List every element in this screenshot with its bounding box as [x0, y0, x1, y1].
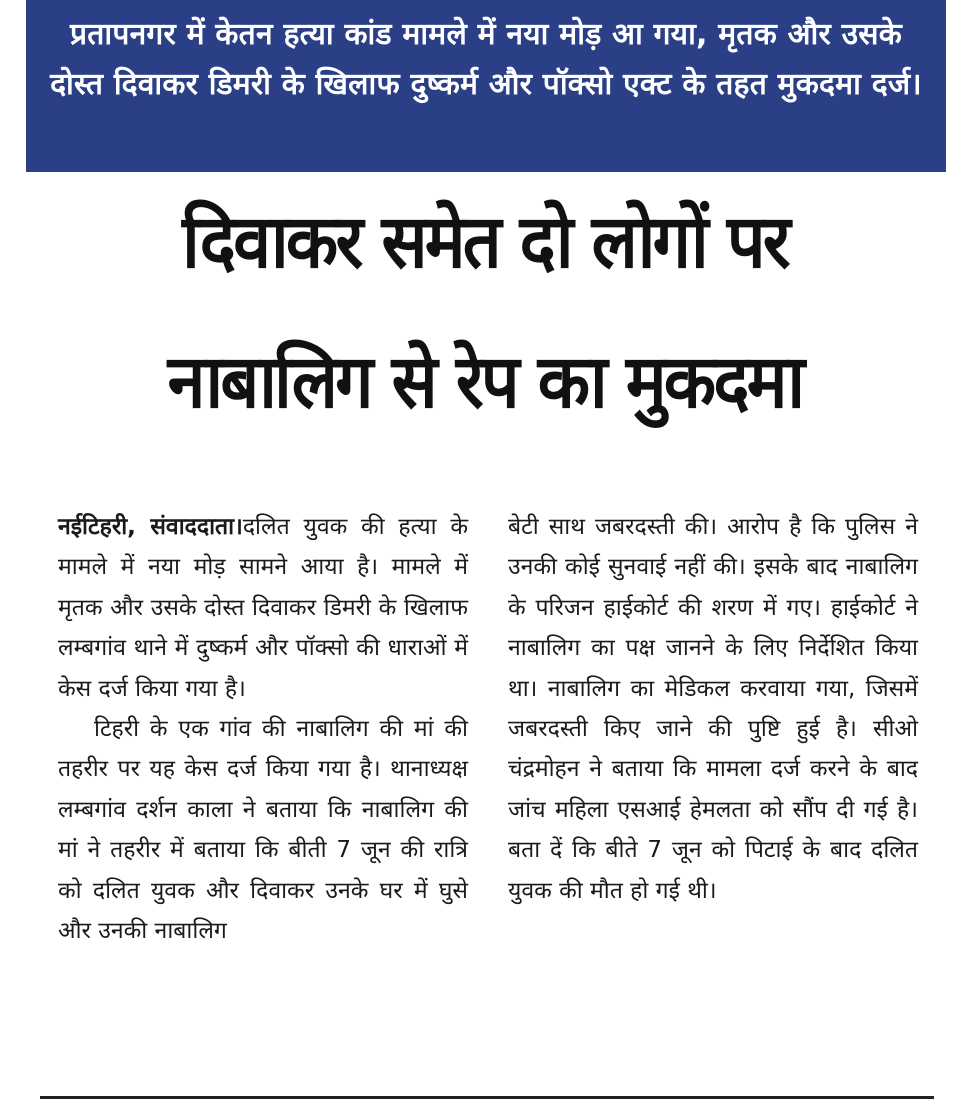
article-paragraph-3: बेटी साथ जबरदस्ती की। आरोप है कि पुलिस ने उनकी कोई सुनवाई नहीं की। इसके बाद नाबालिग के परिजन हाईकोर्ट की शरण में गए। हाईकोर्ट ने नाबालिग का पक्ष जानने के लिए निर्देशित किया था। नाबालिग का मेडिकल करवाया गया, जिसमें जबरदस्ती किए जाने की पुष्टि हुई है। सीओ चंद्रमोहन ने बताया कि मामला दर्ज करने के बाद जांच महिला एसआई हेमलता को सौंप दी गई है। बता दें कि बीते 7 जून को पिटाई के बाद दलित युवक की मौत हो गई थी।	[508, 514, 918, 904]
dateline: नईटिहरी, संवाददाता।	[58, 514, 243, 540]
bottom-divider	[40, 1096, 934, 1099]
summary-banner-text: प्रतापनगर में केतन हत्या कांड मामले में नया मोड़ आ गया, मृतक और उसके दोस्त दिवाकर डिमरी के खिलाफ दुष्कर्म और पॉक्सो एक्ट के तहत मुकदमा दर्ज।	[50, 17, 922, 102]
headline	[40, 195, 930, 429]
headline-line-1: दिवाकर समेत दो लोगों पर	[182, 199, 788, 285]
article-paragraph-1-text: दलित युवक की हत्या के मामले में नया मोड़ सामने आया है। मामले में मृतक और उसके दोस्त दिवाकर डिमरी के खिलाफ लम्बगांव थाने में दुष्कर्म और पॉक्सो की धाराओं में केस दर्ज किया गया है।	[58, 514, 468, 702]
article-paragraph-2: टिहरी के एक गांव की नाबालिग की मां की तहरीर पर यह केस दर्ज किया गया है। थानाध्यक्ष लम्बगांव दर्शन काला ने बताया कि नाबालिग की मां ने तहरीर में बताया कि बीती 7 जून की रात्रि को दलित युवक और दिवाकर उनके घर में घुसे और उनकी नाबालिग	[58, 716, 468, 945]
article-paragraph-1	[58, 507, 468, 709]
article-column-left	[58, 507, 468, 951]
article-column-right	[508, 507, 918, 911]
summary-banner	[26, 0, 946, 172]
headline-line-2: नाबालिग से रेप का मुकदमा	[167, 339, 803, 425]
